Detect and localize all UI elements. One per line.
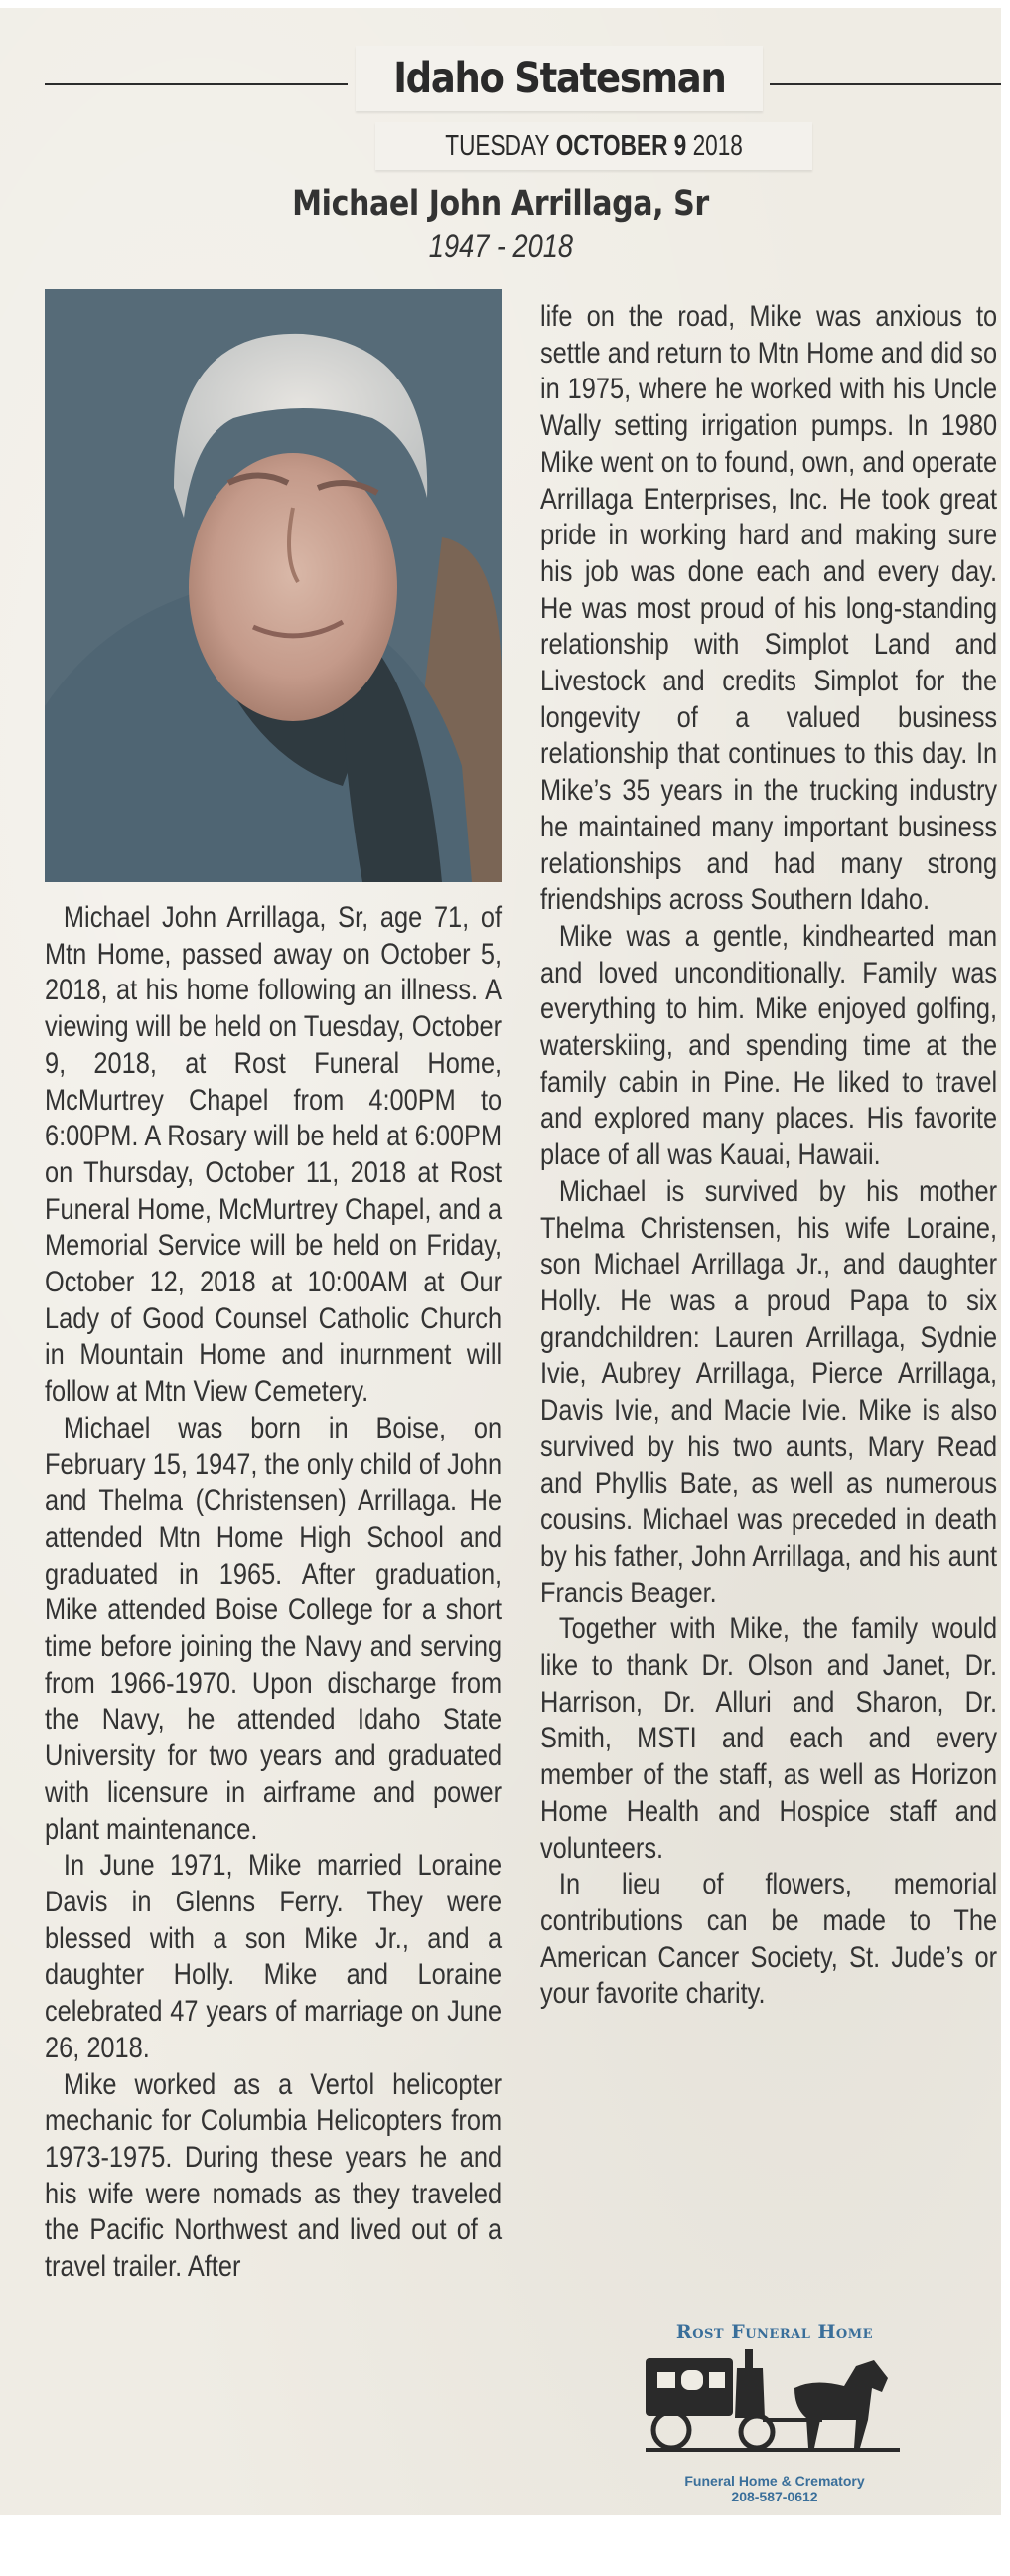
obituary-paragraph: Mike was a gentle, kindhearted man and loved unconditionally. Family was everything to him. Mike enjoyed golfing, waterskiing, and spending time at the family cabin in Pine. He liked to travel and explored many places. His favorite place of all was Kauai, Hawaii. bbox=[540, 919, 998, 1172]
funeral-home-tagline bbox=[636, 2473, 914, 2504]
funeral-home-subtitle: Funeral Home & Crematory bbox=[684, 2473, 865, 2489]
masthead-rule-left bbox=[45, 83, 348, 85]
obituary-paragraph: Together with Mike, the family would like to thank Dr. Olson and Janet, Dr. Harrison, Dr. Alluri and Sharon, Dr. Smith, MSTI and each and every member of the staff, as well as Horizon Home Health and Hospice staff and volunteers. bbox=[540, 1612, 998, 1865]
date-year: 2018 bbox=[692, 130, 743, 162]
obituary-paragraph-continued: life on the road, Mike was anxious to settle and return to Mtn Home and did so in 1975, where he worked with his Uncle Wally setting irrigation pumps. In 1980 Mike went on to found, own, and operate Arrillaga Enterprises, Inc. He took great pride in working hard and making sure his job was done each and every day. He was most proud of his long-standing relationship with Simplot Land and Livestock and credits Simplot for the longevity of a valued business relationship that continues to this day. In Mike’s 35 years in the trucking industry he maintained many important business relationships and had many strong friendships across Southern Idaho. bbox=[540, 300, 998, 917]
obituary-paragraph: Michael was born in Boise, on February 15, 1947, the only child of John and Thelma (Christensen) Arrillaga. He attended Mtn Home High School and graduated in 1965. After graduation, Mike attended Boise College for a short time before joining the Navy and serving from 1966-1970. Upon discharge from the Navy, he attended Idaho State University for two years and graduated with licensure in airframe and power plant maintenance. bbox=[45, 1411, 503, 1846]
obituary-paragraph: In June 1971, Mike married Loraine Davis in Glenns Ferry. They were blessed with a son Mike Jr., and a daughter Holly. Mike and Loraine celebrated 47 years of marriage on June 26, 2018. bbox=[45, 1849, 503, 2064]
publication-name: Idaho Statesman bbox=[392, 54, 726, 103]
masthead-rule-right bbox=[770, 83, 1001, 85]
funeral-home-phone: 208-587-0612 bbox=[731, 2489, 818, 2504]
obituary-left-column bbox=[45, 900, 502, 2286]
obituary-paragraph: Michael John Arrillaga, Sr, age 71, of Mtn Home, passed away on October 5, 2018, at his home following an illness. A viewing will be held on Tuesday, October 9, 2018, at Rost Funeral Home, McMurtrey Chapel from 4:00PM to 6:00PM. A Rosary will be held at 6:00PM on Thursday, October 11, 2018 at Rost Funeral Home, McMurtrey Chapel, and a Memorial Service will be held on Friday, October 12, 2018 at 10:00AM at Our Lady of Good Counsel Catholic Church in Mountain Home and inurnment will follow at Mtn View Cemetery. bbox=[45, 901, 503, 1409]
obituary-paragraph: Michael is survived by his mother Thelma Christensen, his wife Loraine, son Michael Arrillaga Jr., and daughter Holly. He was a proud Papa to six grandchildren: Lauren Arrillaga, Sydnie Ivie, Aubrey Arrillaga, Pierce Arrillaga, Davis Ivie, and Macie Ivie. Mike is also survived by his two aunts, Mary Read and Phyllis Bate, as well as numerous cousins. Michael was preceded in death by his father, John Arrillaga, and his aunt Francis Beager. bbox=[540, 1174, 998, 1609]
dateline bbox=[375, 122, 812, 170]
date-day: TUESDAY bbox=[445, 130, 550, 162]
horse-drawn-hearse-icon bbox=[646, 2349, 904, 2468]
funeral-home-name: Rost Funeral Home bbox=[675, 2321, 874, 2343]
obituary-paragraph: In lieu of flowers, memorial contributions can be made to The American Cancer Society, St. Jude’s or your favorite charity. bbox=[540, 1868, 998, 2011]
obituary-right-column bbox=[540, 299, 997, 2013]
obituary-name-text: Michael John Arrillaga, Sr bbox=[292, 184, 709, 224]
obituary-years-text: 1947 - 2018 bbox=[428, 228, 573, 264]
obituary-paragraph: Mike worked as a Vertol helicopter mechanic for Columbia Helicopters from 1973-1975. During these years he and his wife were nomads as they traveled the Pacific Northwest and lived out of a travel trailer. After bbox=[45, 2067, 503, 2284]
masthead bbox=[356, 46, 763, 111]
obituary-name bbox=[0, 184, 1001, 224]
portrait-photo bbox=[45, 289, 502, 882]
portrait-illustration-icon bbox=[45, 289, 502, 882]
date-month-day: OCTOBER 9 bbox=[555, 130, 687, 162]
funeral-home-ad bbox=[636, 2321, 914, 2509]
obituary-years bbox=[0, 228, 1001, 265]
newspaper-clipping bbox=[0, 8, 1001, 2515]
